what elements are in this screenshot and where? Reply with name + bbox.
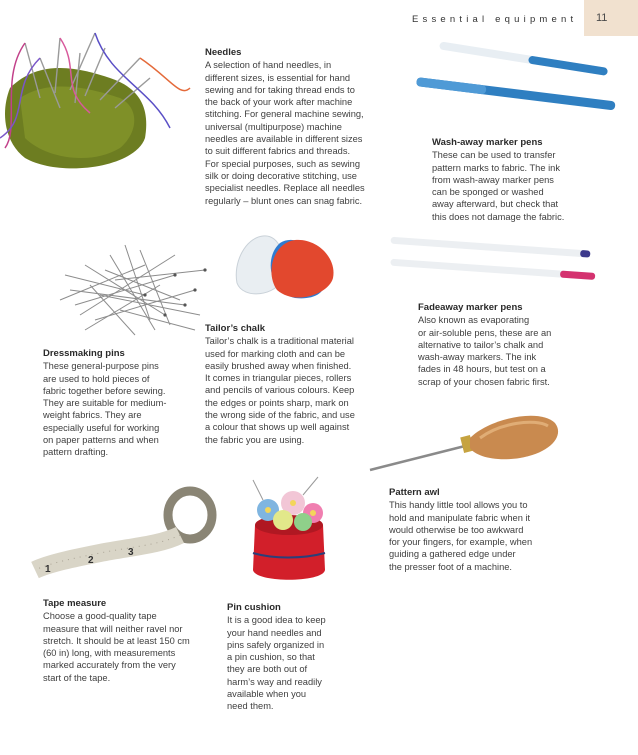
pattern-awl-photo <box>370 408 565 478</box>
tape-body: Choose a good-quality tape measure that will neither ravel nor stretch. It should be at least 150 cm (60 in) long, with measurements marked accurately from the very start of the tape. <box>43 611 190 683</box>
fadeaway-heading: Fadeaway marker pens <box>418 302 523 313</box>
running-header: Essential equipment <box>412 14 578 25</box>
tape-section <box>43 598 203 684</box>
chalk-heading: Tailor’s chalk <box>205 323 266 334</box>
cushion-heading: Pin cushion <box>227 602 281 613</box>
washaway-body: These can be used to transfer pattern marks to fabric. The ink from wash-away marker pens can be sponged or washed away afterward, but check that this does not damage the fabric. <box>432 150 565 222</box>
needles-body: A selection of hand needles, in different sizes, is essential for hand sewing and for taking thread ends to the back of your work after machine stitching. For general machine sewing, universal (multipurpose) machine needles are available in different sizes to suit different fabrics and threads. For special purposes, such as sewing silk or doing decorative stitching, use specialist needles. Replace all needles regularly – blunt ones can snag fabric. <box>205 60 365 206</box>
chalk-section <box>205 323 390 446</box>
pins-section <box>43 348 203 459</box>
awl-section <box>389 487 589 573</box>
page-number: 11 <box>596 12 608 24</box>
needle-pincushion-photo <box>0 18 195 188</box>
page-tab <box>584 0 638 36</box>
fadeaway-pens-photo <box>385 236 605 296</box>
fadeaway-section <box>418 302 608 388</box>
tailors-chalk-photo <box>225 228 345 308</box>
needles-heading: Needles <box>205 47 242 58</box>
chalk-body: Tailor’s chalk is a traditional material used for marking cloth and can be easily brushed away when finished. It comes in triangular pieces, rollers and pencils of various colours. Keep the edges or points sharp, mark on the wrong side of the fabric, and use a colour that shows up well against the fabric you are using. <box>205 336 355 445</box>
pin-cushion-photo <box>243 475 338 590</box>
awl-heading: Pattern awl <box>389 487 440 498</box>
tape-mark-2: 2 <box>88 555 94 566</box>
tape-measure-photo <box>30 485 220 580</box>
tape-mark-3: 3 <box>128 547 134 558</box>
awl-body: This handy little tool allows you to hold and manipulate fabric when it would otherwise be too awkward for your fingers, for example, when guiding a gathered edge under the presser foot of a machine. <box>389 500 533 572</box>
washaway-section <box>432 137 612 223</box>
washaway-pens-photo <box>405 40 620 130</box>
fadeaway-body: Also known as evaporating or air-soluble pens, these are an alternative to tailor’s chalk and wash-away markers. The ink fades in 48 hours, but test on a scrap of your chosen fabric first. <box>418 315 552 387</box>
cushion-section <box>227 602 367 713</box>
needles-section <box>205 47 395 207</box>
tape-mark-1: 1 <box>45 564 51 575</box>
washaway-heading: Wash-away marker pens <box>432 137 543 148</box>
tape-heading: Tape measure <box>43 598 107 609</box>
pins-pile-photo <box>55 235 210 345</box>
cushion-body: It is a good idea to keep your hand needles and pins safely organized in a pin cushion, so that they are both out of harm’s way and readily available when you need them. <box>227 615 326 712</box>
pins-heading: Dressmaking pins <box>43 348 125 359</box>
pins-body: These general-purpose pins are used to hold pieces of fabric together before sewing. They are suitable for medium- weight fabrics. They are especially useful for working on paper patterns and when pattern drafting. <box>43 361 167 458</box>
